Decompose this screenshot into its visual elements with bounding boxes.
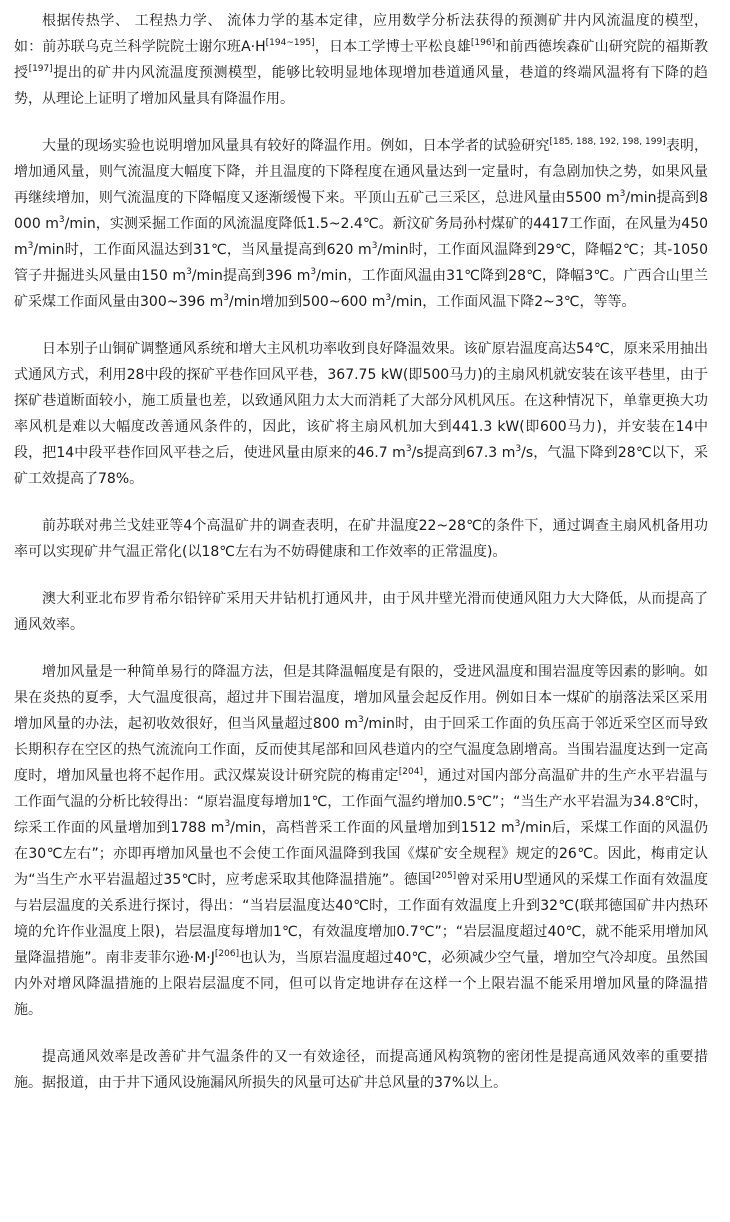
text-run: 也认为，当原岩温度超过40℃，必须减少空气量，增加空气冷却度。虽然国内外对增风降温措施的上限岩层温度不同，但可以肯定地讲存在这样一个上限岩温不能采用增加风量的降温措施。 [14, 950, 708, 1018]
text-run: ，通过对国内部分高温矿井的生产水平岩温与工作面气温的分析比较得出：“原岩温度每增加1℃，工作面气温约增加0.5℃”；“当生产水平岩温为34.8℃时，综采工作面的风量增加到1788 m [14, 768, 709, 836]
superscript: [194~195] [265, 38, 315, 48]
text-run: /min时，工作面风温达到31℃，当风量提高到620 m [33, 242, 372, 258]
text-run: /min后，采煤工作面的风温仍在30℃左右”；亦即再增加风量也不会使工作面风温降到我国《煤矿安全规程》规定的26℃。因此，梅甫定认为“当生产水平岩温超过35℃时，应考虑采取其他降温措施”。德国 [14, 820, 708, 888]
superscript: 3 [619, 189, 626, 199]
superscript: [204] [398, 767, 423, 777]
superscript: 3 [310, 267, 317, 277]
text-run: /s，气温下降到28℃以下，采矿工效提高了78%。 [14, 445, 708, 487]
superscript: 3 [223, 293, 229, 303]
text-run: /min，高档普采工作面的风量增加到1512 m [230, 820, 515, 836]
text-run: 大量的现场实验也说明增加风量具有较好的降温作用。例如，日本学者的试验研究 [42, 138, 550, 154]
paragraph-1 [14, 8, 708, 112]
superscript: [185, 188, 192, 198, 199] [549, 137, 666, 147]
text-run: 和前西德埃森矿山研究院的福斯教授 [14, 39, 709, 81]
text-run: ，日本工学博士平松良雄 [314, 39, 471, 55]
paragraph-6 [14, 659, 708, 1023]
paragraph-3 [14, 336, 708, 492]
paragraph-2 [14, 133, 708, 315]
text-run: 表明，增加通风量，则气流温度大幅度下降，并且温度的下降程度在通风量达到一定量时，有急剧加快之势，如果风量再继续增加，则气流温度的下降幅度又逐渐缓慢下来。平顶山五矿己三采区，总进风量由5500 m [14, 138, 709, 206]
superscript: 3 [224, 819, 231, 829]
text-run: 提高通风效率是改善矿井气温条件的又一有效途径，而提高通风构筑物的密闭性是提高通风效率的重要措施。据报道，由于井下通风设施漏风所损失的风量可达矿井总风量的37%以上。 [14, 1049, 708, 1091]
superscript: 3 [405, 444, 412, 454]
text-run: /s提高到67.3 m [411, 445, 516, 461]
text-run: /min，工作面风温下降2~3℃，等等。 [391, 294, 636, 310]
superscript: [196] [470, 38, 496, 48]
text-run: 提出的矿井内风流温度预测模型，能够比较明显地体现增加巷道通风量，巷道的终端风温将有下降的趋势，从理论上证明了增加风量具有降温作用。 [14, 65, 708, 107]
text-run: /min提高到396 m [191, 268, 311, 284]
superscript: 3 [186, 267, 192, 277]
text-run: 曾对采用U型通风的采煤工作面有效温度与岩层温度的关系进行探讨，得出：“当岩层温度达40℃时，工作面有效温度上升到32℃(联邦德国矿井内热环境的允许作业温度上限)，岩层温度每增加1℃，有效温度增加0.7℃”；“岩层温度超过40℃，就不能采用增加风量降温措施”。南非麦菲尔逊·M·J [14, 872, 708, 966]
text-run: 澳大利亚北布罗肯希尔铅锌矿采用天井钻机打通风井，由于风井壁光滑而使通风阻力大大降低，从而提高了通风效率。 [14, 591, 708, 633]
superscript: [205] [431, 871, 457, 881]
text-run: /min时，工作面风温降到29℃，降幅2℃；其-1050管子井掘进头风量由150 m [14, 242, 708, 284]
paragraph-5 [14, 586, 708, 638]
paragraph-7 [14, 1044, 708, 1096]
text-run: 日本别子山铜矿调整通风系统和增大主风机功率收到良好降温效果。该矿原岩温度高达54℃，原来采用抽出式通风方式，利用28中段的探矿平巷作回风平巷，367.75 kW(即500马力)的主扇风机就安装在该平巷里，由于探矿巷道断面较小，施工质量也差，以致通风阻力太大而消耗了大部分风机风压。在这种情况下，单靠更换大功率风机是难以大幅度改善通风条件的，因此，该矿将主扇风机加大到441.3 kW(即600马力)，并安装在14中段，把14中段平巷作回风平巷之后，使进风量由原来的46.7 m [14, 341, 708, 461]
superscript: 3 [357, 715, 364, 725]
text-run: 增加风量是一种简单易行的降温方法，但是其降温幅度是有限的，受进风温度和围岩温度等因素的影响。如果在炎热的夏季，大气温度很高，超过井下围岩温度，增加风量会起反作用。例如日本一煤矿的崩落法采区采用增加风量的办法，起初收效很好，但当风量超过800 m [14, 664, 708, 732]
text-run: /min，实测采掘工作面的风流温度降低1.5~2.4℃。新汶矿务局孙村煤矿的4417工作面，在风量为450 m [14, 216, 709, 258]
superscript: 3 [514, 819, 521, 829]
superscript: 3 [515, 444, 522, 454]
superscript: 3 [58, 215, 65, 225]
superscript: [206] [214, 949, 240, 959]
text-run: /min时，由于回采工作面的负压高于邻近采空区而导致长期积存在空区的热气流流向工作面，反而使其尾部和回风巷道内的空气温度急剧增高。当围岩温度达到一定高度时，增加风量也将不起作用。武汉煤炭设计研究院的梅甫定 [14, 716, 708, 784]
text-run: 前苏联对弗兰戈娃亚等4个高温矿井的调查表明，在矿井温度22~28℃的条件下，通过调查主扇风机备用功率可以实现矿井气温正常化(以18℃左右为不妨碍健康和工作效率的正常温度)。 [14, 518, 708, 560]
text-run: /min提高到8000 m [14, 190, 708, 232]
paragraph-4 [14, 513, 708, 565]
text-run: /min增加到500~600 m [229, 294, 386, 310]
text-run: 根据传热学、 工程热力学、 流体力学的基本定律，应用数学分析法获得的预测矿井内风流温度的模型，如：前苏联乌克兰科学院院士谢尔班A·H [14, 13, 708, 55]
superscript: [197] [28, 64, 53, 74]
superscript: 3 [371, 241, 378, 251]
superscript: 3 [27, 241, 34, 251]
superscript: 3 [385, 293, 392, 303]
text-run: /min，工作面风温由31℃降到28℃，降幅3℃。广西合山里兰矿采煤工作面风量由300~396 m [14, 268, 708, 310]
